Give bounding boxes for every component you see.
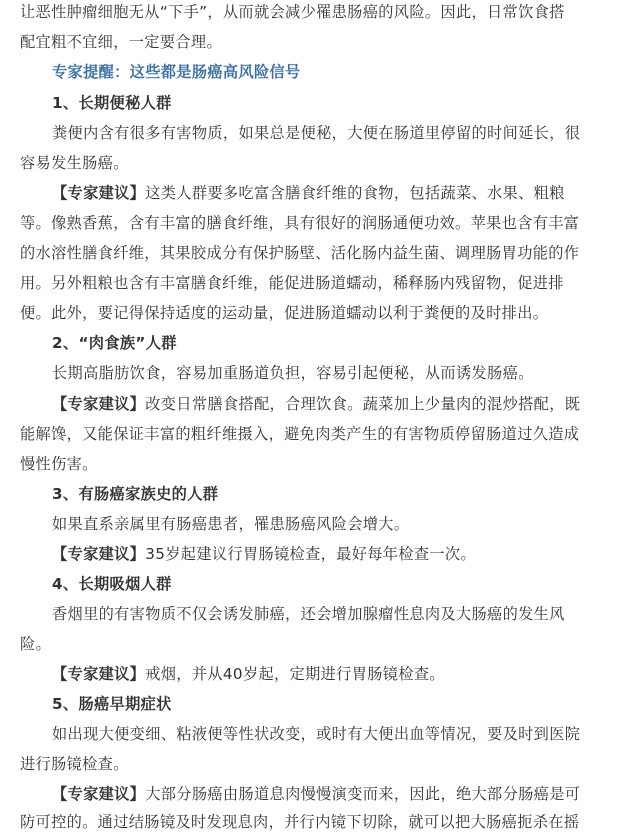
section-4-heading: 4、长期吸烟人群 [52, 575, 172, 593]
advice-label: 【专家建议】 [52, 395, 146, 413]
section-2-heading: 2、“肉食族”人群 [52, 334, 177, 352]
expert-reminder-subtitle: 专家提醒：这些都是肠癌高风险信号 [52, 63, 301, 81]
section-3-body-line-1: 如果直系亲属里有肠癌患者，罹患肠癌风险会增大。 [52, 515, 410, 533]
section-1-heading: 1、长期便秘人群 [52, 94, 172, 112]
section-2-advice-line-3: 慢性伤害。 [20, 455, 98, 473]
section-2-body-line-1: 长期高脂肪饮食，容易加重肠道负担，容易引起便秘，从而诱发肠癌。 [52, 364, 534, 382]
section-5-advice-line-1 [52, 784, 580, 804]
section-2-advice-line-2: 能解馋，又能保证丰富的粗纤维摄入，避免肉类产生的有害物质停留肠道过久造成 [20, 425, 580, 443]
advice-text: 大部分肠癌由肠道息肉慢慢演变而来，因此，绝大部分肠癌是可 [145, 785, 581, 803]
section-5-body-line-2: 进行肠镜检查。 [20, 755, 129, 773]
advice-text: 改变日常膳食搭配，合理饮食。蔬菜加上少量肉的混炒搭配，既 [145, 395, 581, 413]
advice-label: 【专家建议】 [52, 545, 146, 563]
section-4-body-line-2: 险。 [20, 635, 52, 653]
intro-line-1: 让恶性肿瘤细胞无从“下手”，从而就会减少罹患肠癌的风险。因此，日常饮食搭 [20, 3, 565, 21]
section-1-body-line-1: 粪便内含有很多有害物质，如果总是便秘，大便在肠道里停留的时间延长，很 [52, 124, 581, 142]
intro-line-2: 配宜粗不宜细，一定要合理。 [20, 33, 222, 51]
section-1-advice-line-2: 等。像熟香蕉，含有丰富的膳食纤维，具有很好的润肠通便功效。苹果也含有丰富 [20, 214, 580, 232]
section-5-heading: 5、肠癌早期症状 [52, 695, 172, 713]
advice-text: 戒烟，并从40岁起，定期进行胃肠镜检查。 [145, 665, 445, 683]
section-2-advice-line-1 [52, 394, 580, 414]
section-3-advice-line-1 [52, 544, 476, 564]
advice-label: 【专家建议】 [52, 665, 146, 683]
section-3-heading: 3、有肠癌家族史的人群 [52, 485, 219, 503]
advice-label: 【专家建议】 [52, 785, 146, 803]
section-1-body-line-2: 容易发生肠癌。 [20, 154, 129, 172]
section-1-advice-line-3: 的水溶性膳食纤维，其果胶成分有保护肠壁、活化肠内益生菌、调理肠胃功能的作 [20, 244, 580, 262]
section-4-body-line-1: 香烟里的有害物质不仅会诱发肺癌，还会增加腺瘤性息肉及大肠癌的发生风 [52, 605, 565, 623]
section-5-advice-line-2: 防可控的。通过结肠镜及时发现息肉，并行内镜下切除，就可以把大肠癌扼杀在摇 [20, 813, 580, 831]
section-1-advice-line-5: 便。此外，要记得保持适度的运动量，促进肠道蠕动以利于粪便的及时排出。 [20, 304, 549, 322]
advice-text: 35岁起建议行胃肠镜检查，最好每年检查一次。 [145, 545, 477, 563]
advice-text: 这类人群要多吃富含膳食纤维的食物，包括蔬菜、水果、粗粮 [145, 184, 565, 202]
section-4-advice-line-1 [52, 664, 445, 684]
section-5-body-line-1: 如出现大便变细、粘液便等性状改变，或时有大便出血等情况，要及时到医院 [52, 725, 581, 743]
section-1-advice-line-4: 用。另外粗粮也含有丰富膳食纤维，能促进肠道蠕动，稀释肠内残留物，促进排 [20, 274, 564, 292]
advice-label: 【专家建议】 [52, 184, 146, 202]
section-1-advice-line-1 [52, 183, 565, 203]
